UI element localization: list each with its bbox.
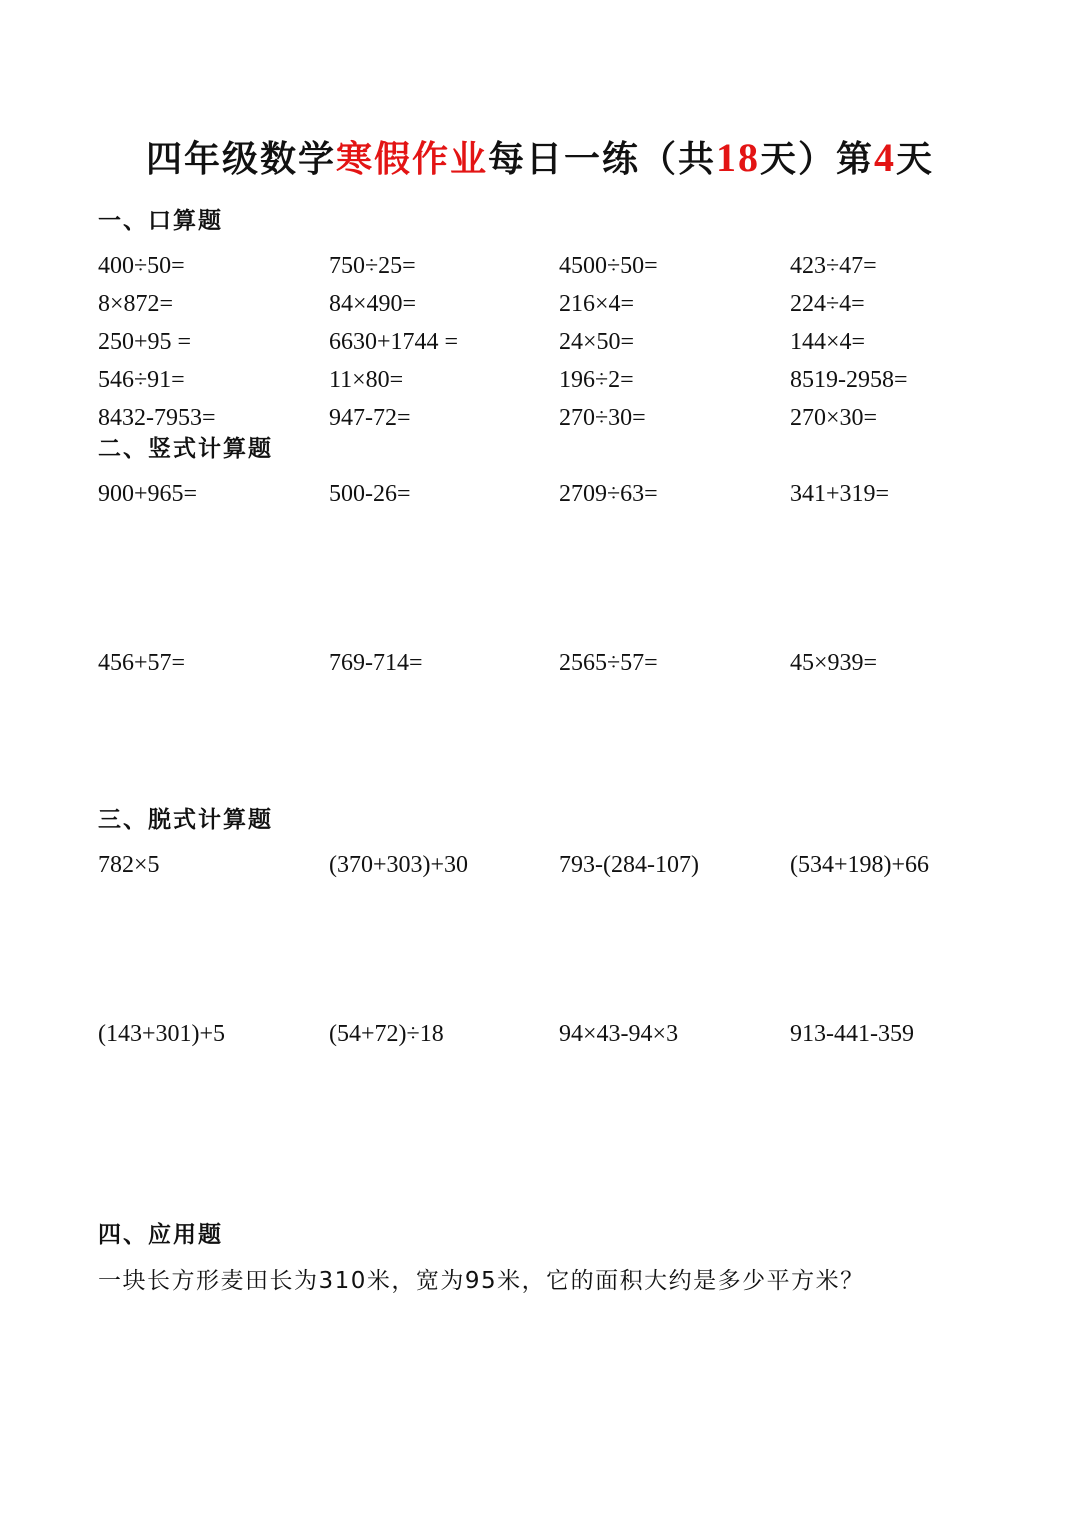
stepwise-item: (143+301)+5 bbox=[98, 1021, 226, 1047]
oral-item: 947-72= bbox=[329, 405, 411, 431]
oral-item: 546÷91= bbox=[98, 367, 185, 393]
vertical-item: 500-26= bbox=[329, 481, 411, 507]
title-daily-practice: 每日一练（共 bbox=[487, 139, 716, 180]
stepwise-item: (54+72)÷18 bbox=[329, 1021, 444, 1047]
oral-item: 196÷2= bbox=[559, 367, 634, 393]
oral-item: 250+95 = bbox=[98, 329, 192, 355]
oral-item: 423÷47= bbox=[790, 253, 877, 279]
stepwise-item: 782×5 bbox=[98, 852, 160, 878]
section-heading-application: 四、应用题 bbox=[98, 1222, 223, 1248]
vertical-item: 2709÷63= bbox=[559, 481, 658, 507]
title-day-suffix: 天 bbox=[896, 139, 935, 180]
word-problem: 一块长方形麦田长为310米，宽为95米，它的面积大约是多少平方米？ bbox=[98, 1268, 865, 1294]
oral-item: 4500÷50= bbox=[559, 253, 658, 279]
oral-item: 84×490= bbox=[329, 291, 417, 317]
title-day-label: 天）第 bbox=[760, 139, 875, 180]
oral-item: 216×4= bbox=[559, 291, 635, 317]
oral-item: 750÷25= bbox=[329, 253, 416, 279]
oral-item: 11×80= bbox=[329, 367, 404, 393]
stepwise-row bbox=[98, 1015, 1022, 1053]
vertical-item: 2565÷57= bbox=[559, 650, 658, 676]
page-title bbox=[0, 128, 1080, 190]
stepwise-row bbox=[98, 846, 1022, 884]
section-heading-oral: 一、口算题 bbox=[98, 208, 223, 234]
vertical-item: 456+57= bbox=[98, 650, 186, 676]
stepwise-item: 793-(284-107) bbox=[559, 852, 699, 878]
stepwise-item: 913-441-359 bbox=[790, 1021, 914, 1047]
oral-item: 8×872= bbox=[98, 291, 174, 317]
stepwise-item: (534+198)+66 bbox=[790, 852, 930, 878]
section-heading-vertical: 二、竖式计算题 bbox=[98, 436, 273, 462]
vertical-row bbox=[98, 644, 1022, 682]
section-heading-stepwise: 三、脱式计算题 bbox=[98, 807, 273, 833]
title-day-number: 4 bbox=[874, 135, 897, 180]
title-homework: 寒假作业 bbox=[335, 139, 488, 180]
oral-item: 8519-2958= bbox=[790, 367, 908, 393]
oral-row bbox=[98, 323, 1022, 361]
oral-row bbox=[98, 247, 1022, 285]
oral-item: 6630+1744 = bbox=[329, 329, 459, 355]
oral-item: 400÷50= bbox=[98, 253, 185, 279]
oral-row bbox=[98, 361, 1022, 399]
title-grade-subject: 四年级数学 bbox=[145, 139, 336, 180]
vertical-item: 769-714= bbox=[329, 650, 423, 676]
oral-item: 8432-7953= bbox=[98, 405, 216, 431]
vertical-item: 341+319= bbox=[790, 481, 890, 507]
oral-item: 224÷4= bbox=[790, 291, 865, 317]
title-total-days: 18 bbox=[716, 135, 760, 180]
stepwise-item: (370+303)+30 bbox=[329, 852, 469, 878]
oral-item: 270×30= bbox=[790, 405, 878, 431]
stepwise-item: 94×43-94×3 bbox=[559, 1021, 679, 1047]
oral-item: 24×50= bbox=[559, 329, 635, 355]
oral-row bbox=[98, 285, 1022, 323]
vertical-item: 900+965= bbox=[98, 481, 198, 507]
oral-item: 144×4= bbox=[790, 329, 866, 355]
vertical-item: 45×939= bbox=[790, 650, 878, 676]
vertical-row bbox=[98, 475, 1022, 513]
oral-item: 270÷30= bbox=[559, 405, 646, 431]
